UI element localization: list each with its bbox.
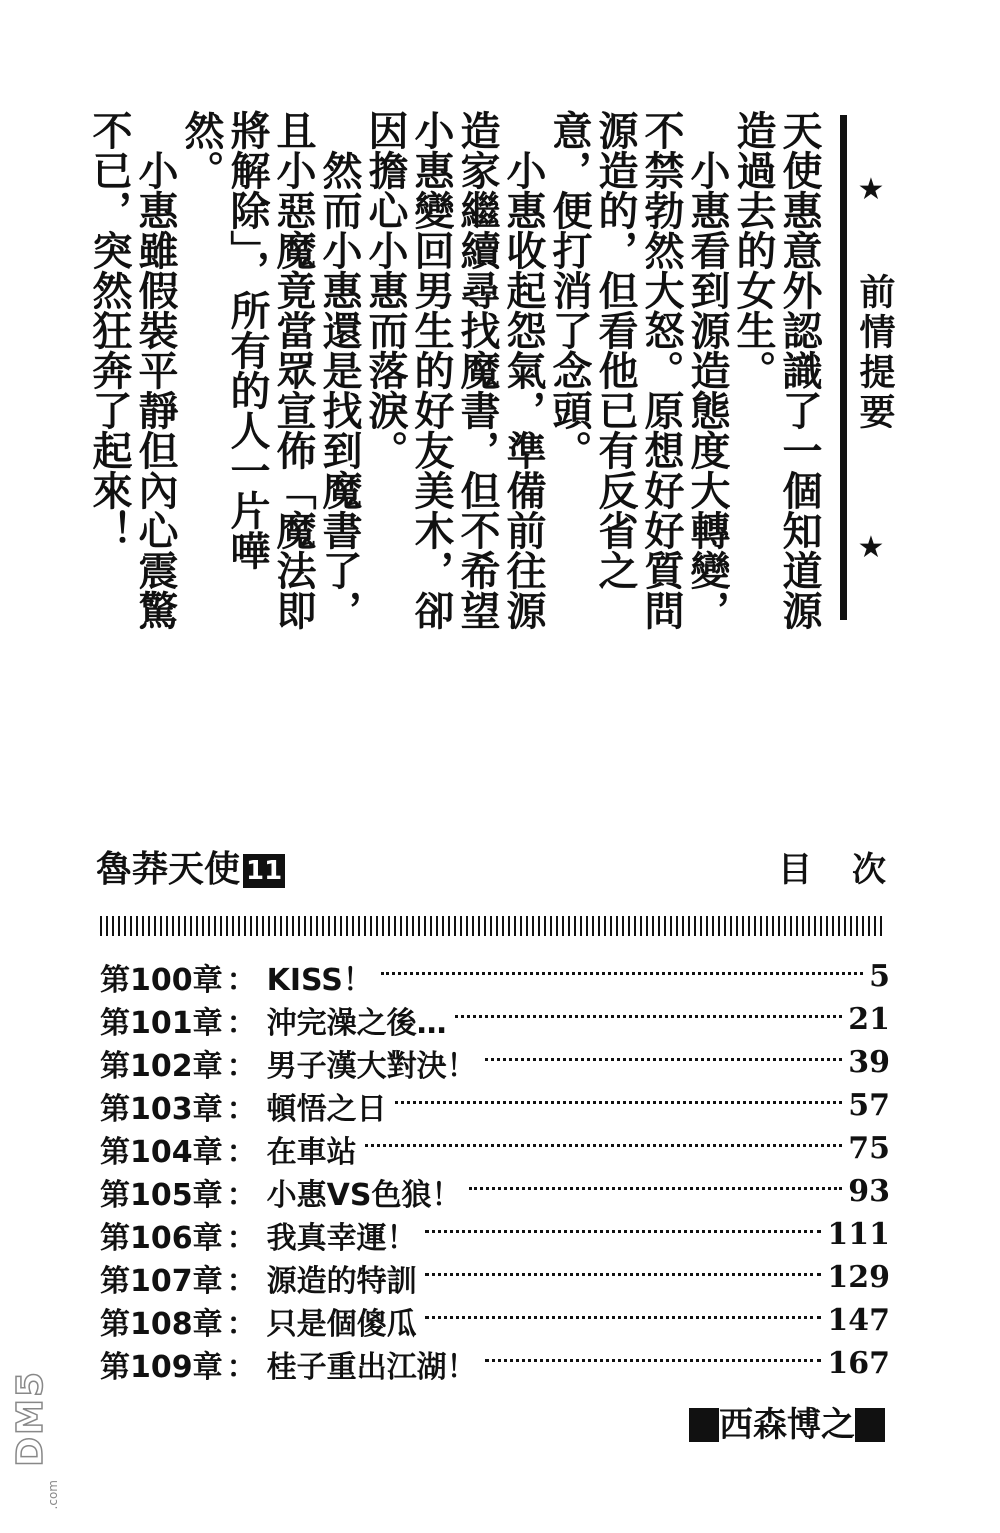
toc-row <box>100 1213 890 1256</box>
toc-header <box>96 848 926 898</box>
author-credit <box>689 1405 885 1445</box>
chapter-number: 第101章 <box>100 1005 223 1041</box>
chapter-title: 桂子重出江湖！ <box>266 1349 477 1385</box>
chapter-page: 5 <box>869 959 890 994</box>
chapter-title: 小惠VS色狼！ <box>266 1177 462 1213</box>
chapter-number: 第109章 <box>100 1349 223 1385</box>
toc-row <box>100 1041 890 1084</box>
author-name: 西森博之 <box>719 1405 855 1445</box>
chapter-colon: ： <box>226 1349 257 1385</box>
toc-row <box>100 1342 890 1385</box>
book-title <box>96 848 285 892</box>
toc-row <box>100 998 890 1041</box>
leader-dots <box>365 1143 843 1147</box>
toc-row <box>100 1084 890 1127</box>
chapter-title: 頓悟之日 <box>266 1091 387 1127</box>
chapter-page: 93 <box>848 1174 890 1209</box>
chapter-number: 第106章 <box>100 1220 223 1256</box>
toc-row <box>100 1299 890 1342</box>
chapter-page: 147 <box>827 1303 890 1338</box>
toc-row <box>100 1170 890 1213</box>
leader-dots <box>381 971 863 975</box>
chapter-colon: ： <box>226 1134 257 1170</box>
chapter-page: 111 <box>827 1217 890 1252</box>
synopsis-rule <box>840 115 847 620</box>
chapter-colon: ： <box>226 1263 257 1299</box>
chapter-number: 第103章 <box>100 1091 223 1127</box>
volume-badge: 11 <box>243 854 285 888</box>
star-icon: ★ <box>857 172 885 207</box>
toc-row <box>100 955 890 998</box>
chapter-colon: ： <box>226 1220 257 1256</box>
chapter-page: 57 <box>848 1088 890 1123</box>
contents-label: 目次 <box>778 850 926 890</box>
chapter-number: 第104章 <box>100 1134 223 1170</box>
star-icon: ★ <box>857 530 885 565</box>
chapter-colon: ： <box>226 1048 257 1084</box>
leader-dots <box>425 1272 822 1276</box>
chapter-page: 129 <box>827 1260 890 1295</box>
toc-row <box>100 1127 890 1170</box>
chapter-title: 沖完澡之後… <box>266 1005 447 1041</box>
block-mark <box>689 1408 719 1442</box>
book-title-text: 魯莽天使 <box>96 849 241 890</box>
chapter-number: 第107章 <box>100 1263 223 1299</box>
chapter-number: 第105章 <box>100 1177 223 1213</box>
chapter-title: 源造的特訓 <box>266 1263 417 1299</box>
chapter-number: 第100章 <box>100 962 223 998</box>
chapter-colon: ： <box>226 962 257 998</box>
leader-dots <box>455 1014 843 1018</box>
chapter-number: 第102章 <box>100 1048 223 1084</box>
synopsis-body: 天使惠意外認識了一個知道源造過去的女生。 小惠看到源造態度大轉變，不禁勃然大怒。原想好好質問源造的，但看他已有反省之意，便打消了念頭。 小惠收起怨氣，準備前往源造家繼續尋找魔書，但不希望小惠變回男生的好友美木，卻因擔心小惠而落淚。 然而小惠還是找到魔書了，且小惡魔竟當眾宣佈「魔法即將解除」，所有的人一片嘩然。 小惠雖假裝平靜但內心震驚不已，突然狂奔了起來！ <box>86 110 822 630</box>
leader-dots <box>485 1358 822 1362</box>
chapter-title: 男子漢大對決！ <box>266 1048 477 1084</box>
chapter-title: 我真幸運！ <box>266 1220 417 1256</box>
leader-dots <box>469 1186 842 1190</box>
chapter-colon: ： <box>226 1005 257 1041</box>
chapter-colon: ： <box>226 1091 257 1127</box>
watermark-logo: DM5 <box>10 1370 51 1467</box>
chapter-colon: ： <box>226 1177 257 1213</box>
chapter-page: 167 <box>827 1346 890 1381</box>
toc-divider <box>100 916 886 936</box>
chapter-title: KISS！ <box>266 962 373 998</box>
chapter-title: 只是個傻瓜 <box>266 1306 417 1342</box>
chapter-page: 39 <box>848 1045 890 1080</box>
watermark-domain: .com <box>46 1480 60 1510</box>
chapter-page: 21 <box>848 1002 890 1037</box>
leader-dots <box>485 1057 843 1061</box>
leader-dots <box>395 1100 843 1104</box>
chapter-page: 75 <box>848 1131 890 1166</box>
synopsis-heading: 前情提要 <box>854 273 895 433</box>
leader-dots <box>425 1315 822 1319</box>
toc-list <box>100 955 890 1395</box>
block-mark <box>855 1408 885 1442</box>
synopsis-heading-block <box>840 115 895 625</box>
chapter-colon: ： <box>226 1306 257 1342</box>
chapter-title: 在車站 <box>266 1134 357 1170</box>
leader-dots <box>425 1229 822 1233</box>
chapter-number: 第108章 <box>100 1306 223 1342</box>
toc-row <box>100 1256 890 1299</box>
watermark <box>10 1370 70 1520</box>
